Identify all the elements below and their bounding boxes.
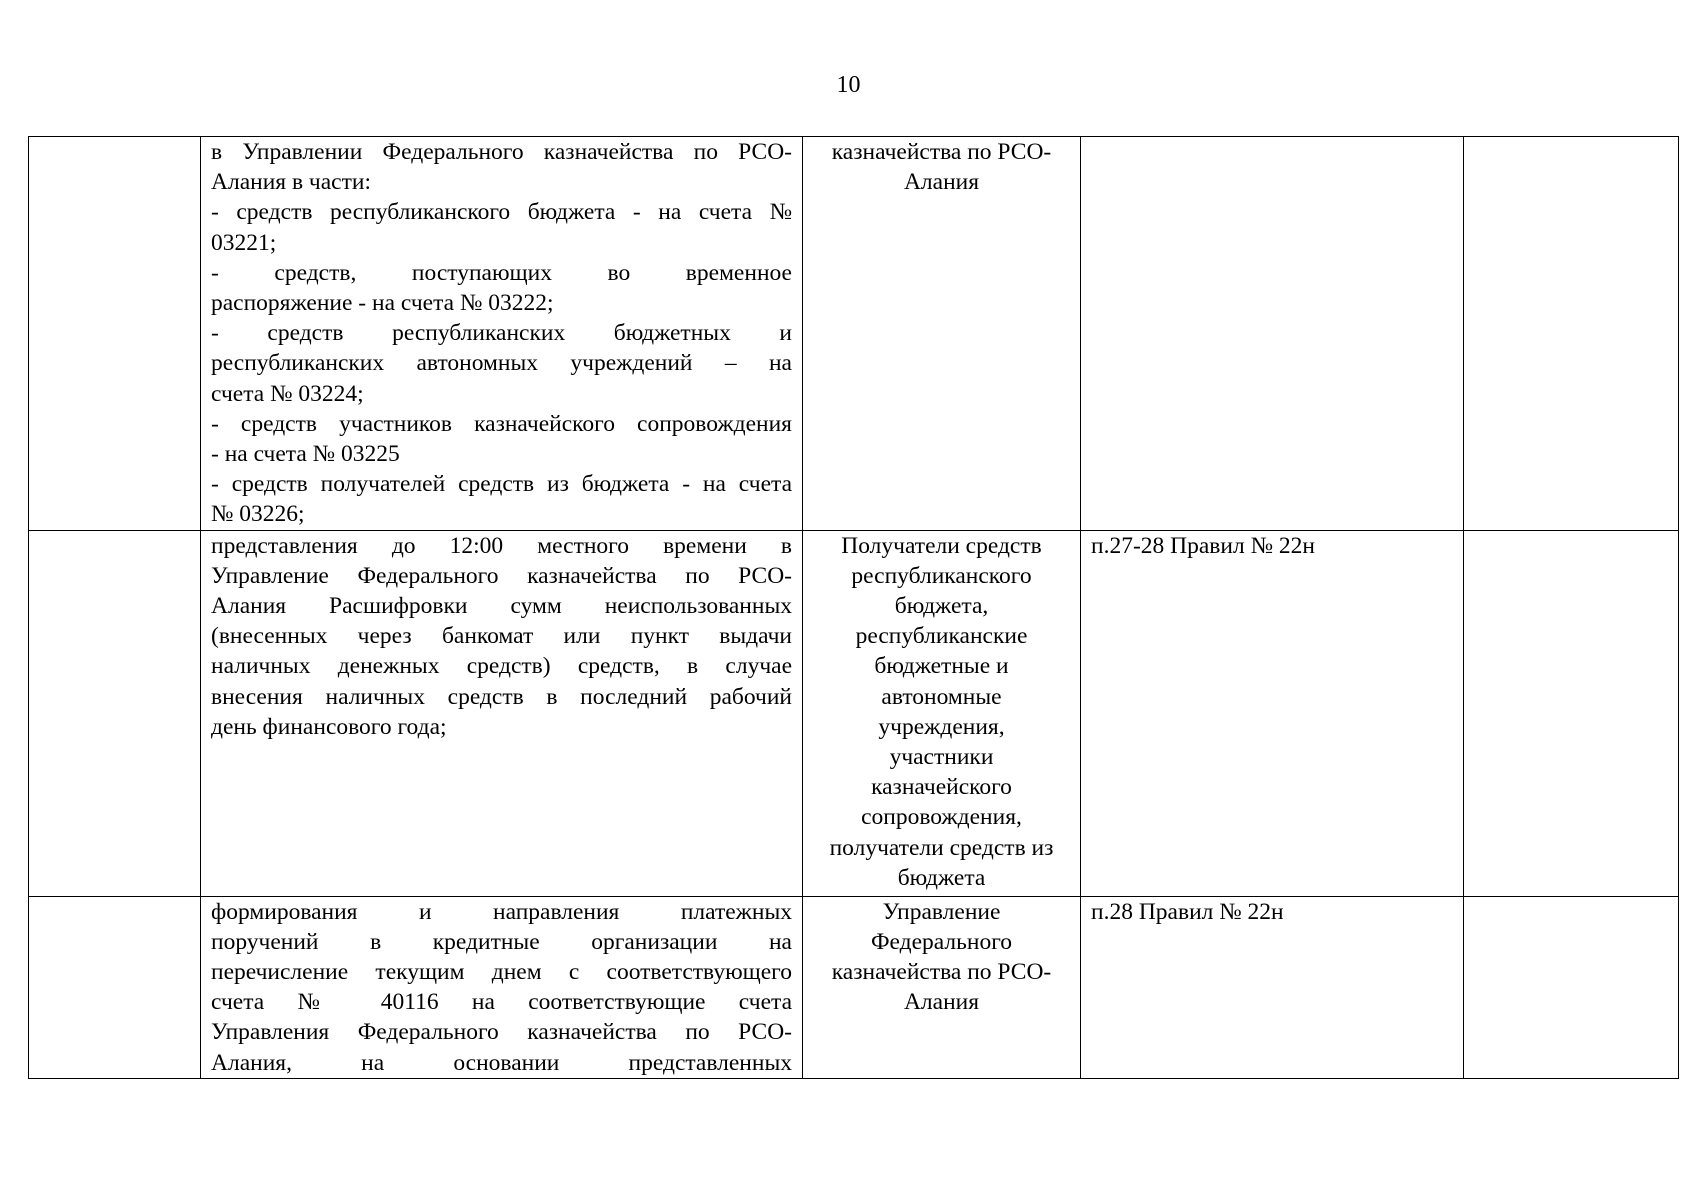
text-line: сопровождения, xyxy=(861,804,1022,831)
text-line: № 03226; xyxy=(211,501,305,528)
cell-empty xyxy=(1464,530,1679,896)
table-row xyxy=(29,896,1679,1078)
text-line: получатели средств из xyxy=(829,834,1054,861)
text-line: республиканские xyxy=(855,623,1028,650)
text-line: распоряжение - на счета № 03222; xyxy=(211,290,554,317)
text-line: перечисление текущим днем с соответствующего xyxy=(211,959,792,986)
table-row xyxy=(29,530,1679,896)
text-line: казначейства по РСО- xyxy=(831,959,1052,986)
text-line: - средств получателей средств из бюджета - на счета xyxy=(211,471,792,498)
text-line: - средств республиканских бюджетных и xyxy=(211,320,792,347)
text-line: представления до 12:00 местного времени в xyxy=(211,532,792,559)
text-line: казначейского xyxy=(871,774,1012,801)
cell-procedure-text xyxy=(201,530,803,896)
document-table xyxy=(28,136,1679,1079)
text-line: казначейства по РСО- xyxy=(831,139,1052,165)
text-line: республиканского xyxy=(851,562,1032,589)
text-line: республиканских автономных учреждений – на xyxy=(211,350,792,377)
text-line: Управление xyxy=(882,898,1001,925)
cell-empty xyxy=(29,137,201,531)
text-line: Алания в части: xyxy=(211,169,371,196)
text-line: Алания, на основании представленных xyxy=(211,1049,792,1076)
cell-procedure-text xyxy=(201,896,803,1078)
text-line: - средств участников казначейского сопровождения xyxy=(211,410,792,437)
text-line: бюджетные и xyxy=(874,653,1009,680)
text-line: Алания xyxy=(903,169,980,196)
text-line: день финансового года; xyxy=(211,713,447,740)
cell-responsible xyxy=(803,896,1081,1078)
cell-reference: п.28 Правил № 22н xyxy=(1081,896,1464,1078)
cell-reference xyxy=(1081,137,1464,531)
text-line: Получатели средств xyxy=(841,532,1042,559)
text-line: формирования и направления платежных xyxy=(211,898,792,925)
cell-empty xyxy=(1464,896,1679,1078)
text-line: в Управлении Федерального казначейства по РСО- xyxy=(211,139,792,165)
text-line: Федерального xyxy=(870,928,1013,955)
cell-empty xyxy=(29,530,201,896)
text-line: - на счета № 03225 xyxy=(211,441,400,468)
cell-responsible xyxy=(803,137,1081,531)
cell-empty xyxy=(1464,137,1679,531)
text-line: - средств, поступающих во временное xyxy=(211,259,792,286)
text-line: учреждения, xyxy=(878,713,1005,740)
text-line: Алания Расшифровки сумм неиспользованных xyxy=(211,593,792,620)
text-line: автономные xyxy=(881,683,1002,710)
text-line: бюджета xyxy=(897,864,986,891)
text-line: счета № 03224; xyxy=(211,380,364,407)
text-line: внесения наличных средств в последний рабочий xyxy=(211,683,792,710)
cell-procedure-text xyxy=(201,137,803,531)
text-line: Управления Федерального казначейства по РСО- xyxy=(211,1019,792,1046)
cell-responsible xyxy=(803,530,1081,896)
cell-reference: п.27-28 Правил № 22н xyxy=(1081,530,1464,896)
page-number: 10 xyxy=(836,72,861,98)
table-row xyxy=(29,137,1679,531)
text-line: - средств республиканского бюджета - на счета № xyxy=(211,199,792,226)
text-line: Алания xyxy=(903,989,980,1016)
text-line: 03221; xyxy=(211,229,277,256)
text-line: Управление Федерального казначейства по РСО- xyxy=(211,562,792,589)
text-line: участники xyxy=(889,744,994,771)
cell-empty xyxy=(29,896,201,1078)
text-line: бюджета, xyxy=(894,593,989,620)
text-line: (внесенных через банкомат или пункт выдачи xyxy=(211,623,792,650)
text-line: наличных денежных средств) средств, в случае xyxy=(211,653,792,680)
text-line: счета № 40116 на соответствующие счета xyxy=(211,989,792,1016)
text-line: поручений в кредитные организации на xyxy=(211,928,792,955)
